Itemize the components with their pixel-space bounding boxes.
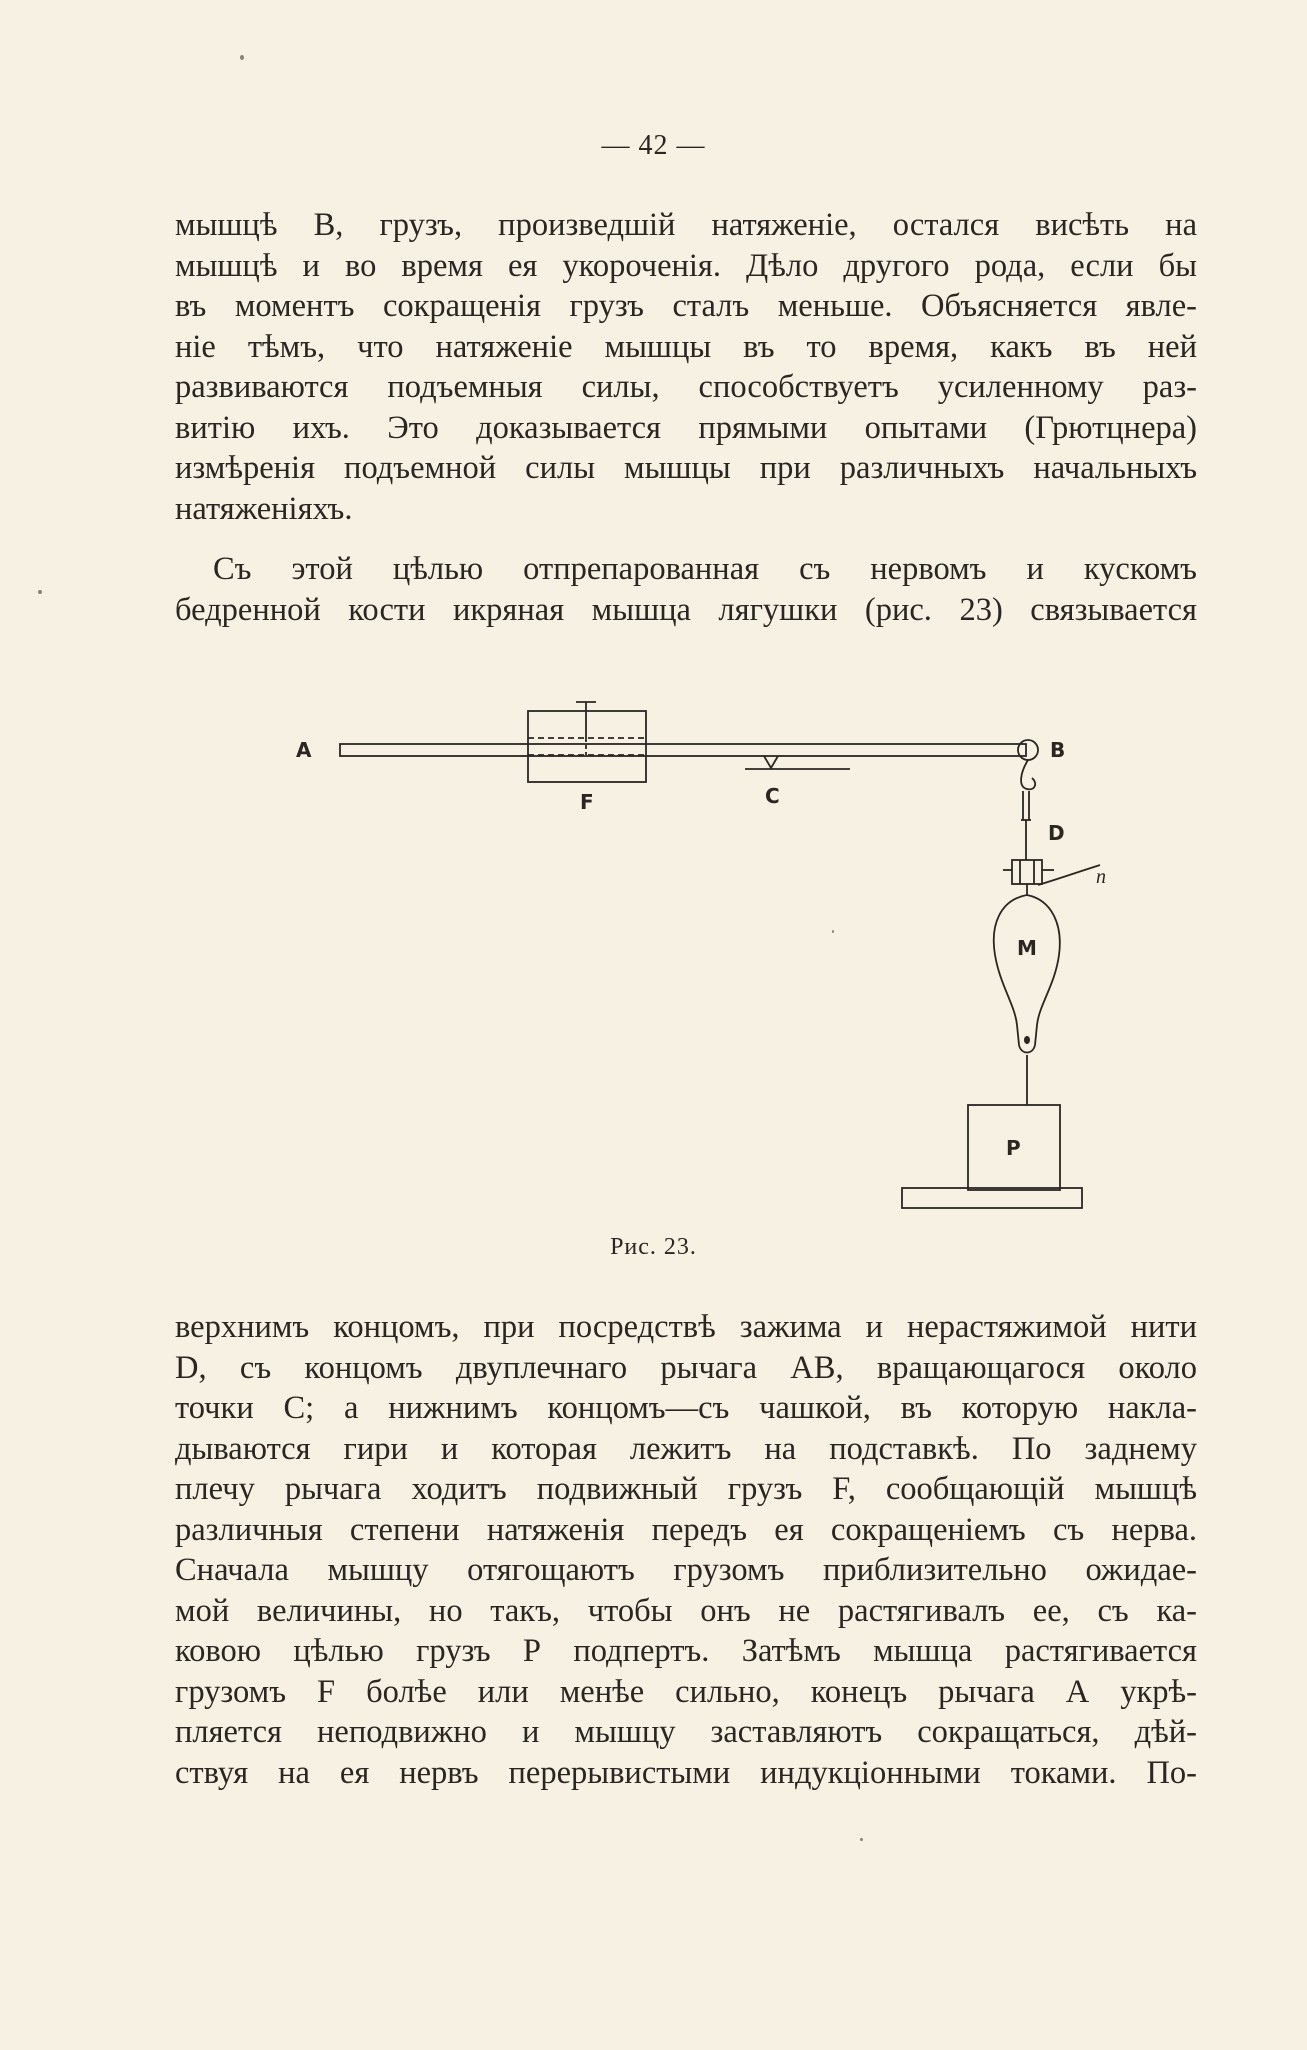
nerve-n bbox=[1038, 865, 1100, 885]
paper-speck bbox=[38, 590, 42, 594]
paragraph bbox=[175, 549, 1197, 630]
figure-caption: Рис. 23. bbox=[610, 1234, 697, 1260]
text-line: ствуя на ея нервъ перерывистыми индукціонными токами. По- bbox=[175, 1754, 1197, 1791]
label-n: n bbox=[1096, 866, 1106, 888]
paper-speck bbox=[860, 1838, 863, 1841]
pivot-b bbox=[1018, 740, 1038, 760]
text-line: дываются гири и которая лежитъ на подставкѣ. По заднему bbox=[175, 1430, 1197, 1467]
label-c: C bbox=[765, 784, 780, 808]
text-line: различныя степени натяженія передъ ея сокращеніемъ съ нерва. bbox=[175, 1511, 1197, 1548]
support-stand bbox=[902, 1188, 1082, 1208]
page-number: — 42 — bbox=[601, 130, 706, 161]
figure-23-apparatus-diagram bbox=[290, 695, 1106, 1215]
label-p: P bbox=[1006, 1136, 1021, 1160]
text-line: ковою цѣлью грузъ Р подпертъ. Затѣмъ мышца растягивается bbox=[175, 1633, 1197, 1669]
text-line: натяженіяхъ. bbox=[175, 490, 353, 527]
text-line: мышцѣ и во время ея укороченія. Дѣло другого рода, если бы bbox=[175, 247, 1197, 284]
clamp bbox=[1012, 860, 1042, 884]
label-m: M bbox=[1017, 936, 1037, 960]
label-d: D bbox=[1048, 821, 1065, 845]
lever-bar bbox=[340, 744, 1026, 756]
paragraph bbox=[175, 1307, 1197, 1793]
text-line: мой величины, но такъ, чтобы онъ не растягивалъ ее, съ ка- bbox=[175, 1592, 1197, 1629]
text-line: пляется неподвижно и мышцу заставляютъ сокращаться, дѣй- bbox=[175, 1714, 1197, 1750]
fulcrum-c bbox=[764, 756, 778, 768]
text-line: витію ихъ. Это доказывается прямыми опытами (Грютцнера) bbox=[175, 409, 1197, 446]
bottom-text-block bbox=[175, 1307, 1197, 1793]
text-line: грузомъ F болѣе или менѣе сильно, конецъ рычага А укрѣ- bbox=[175, 1673, 1197, 1710]
text-line: ніе тѣмъ, что натяженіе мышцы въ то время, какъ въ ней bbox=[175, 328, 1197, 365]
muscle-m bbox=[994, 895, 1060, 1053]
text-line: въ моментъ сокращенія грузъ сталъ меньше. Объясняется явле- bbox=[175, 288, 1197, 324]
text-line: верхнимъ концомъ, при посредствѣ зажима и нерастяжимой нити bbox=[175, 1309, 1197, 1345]
text-line: D, съ концомъ двуплечнаго рычага АВ, вращающагося около bbox=[175, 1349, 1197, 1386]
text-line: развиваются подъемныя силы, способствуетъ усиленному раз- bbox=[175, 369, 1197, 405]
text-line: точки С; а нижнимъ концомъ—съ чашкой, въ которую накла- bbox=[175, 1390, 1197, 1426]
text-line: бедренной кости икряная мышца лягушки (рис. 23) связывается bbox=[175, 591, 1197, 628]
paragraph bbox=[175, 205, 1197, 529]
text-line: плечу рычага ходитъ подвижный грузъ F, сообщающій мышцѣ bbox=[175, 1471, 1197, 1507]
label-b: B bbox=[1050, 738, 1066, 762]
top-text-block bbox=[175, 205, 1197, 630]
label-a: A bbox=[296, 738, 312, 762]
sliding-weight-f bbox=[528, 711, 646, 782]
paper-speck bbox=[240, 55, 244, 60]
label-f: F bbox=[580, 790, 594, 814]
text-line: мышцѣ В, грузъ, произведшій натяженіе, остался висѣть на bbox=[175, 207, 1197, 243]
text-line: измѣренія подъемной силы мышцы при различныхъ начальныхъ bbox=[175, 450, 1197, 486]
text-line: Сначала мышцу отягощаютъ грузомъ приблизительно ожидае- bbox=[175, 1552, 1197, 1588]
apparatus-diagram bbox=[290, 695, 1106, 1215]
text-line: Съ этой цѣлью отпрепарованная съ нервомъ и кускомъ bbox=[213, 551, 1197, 587]
